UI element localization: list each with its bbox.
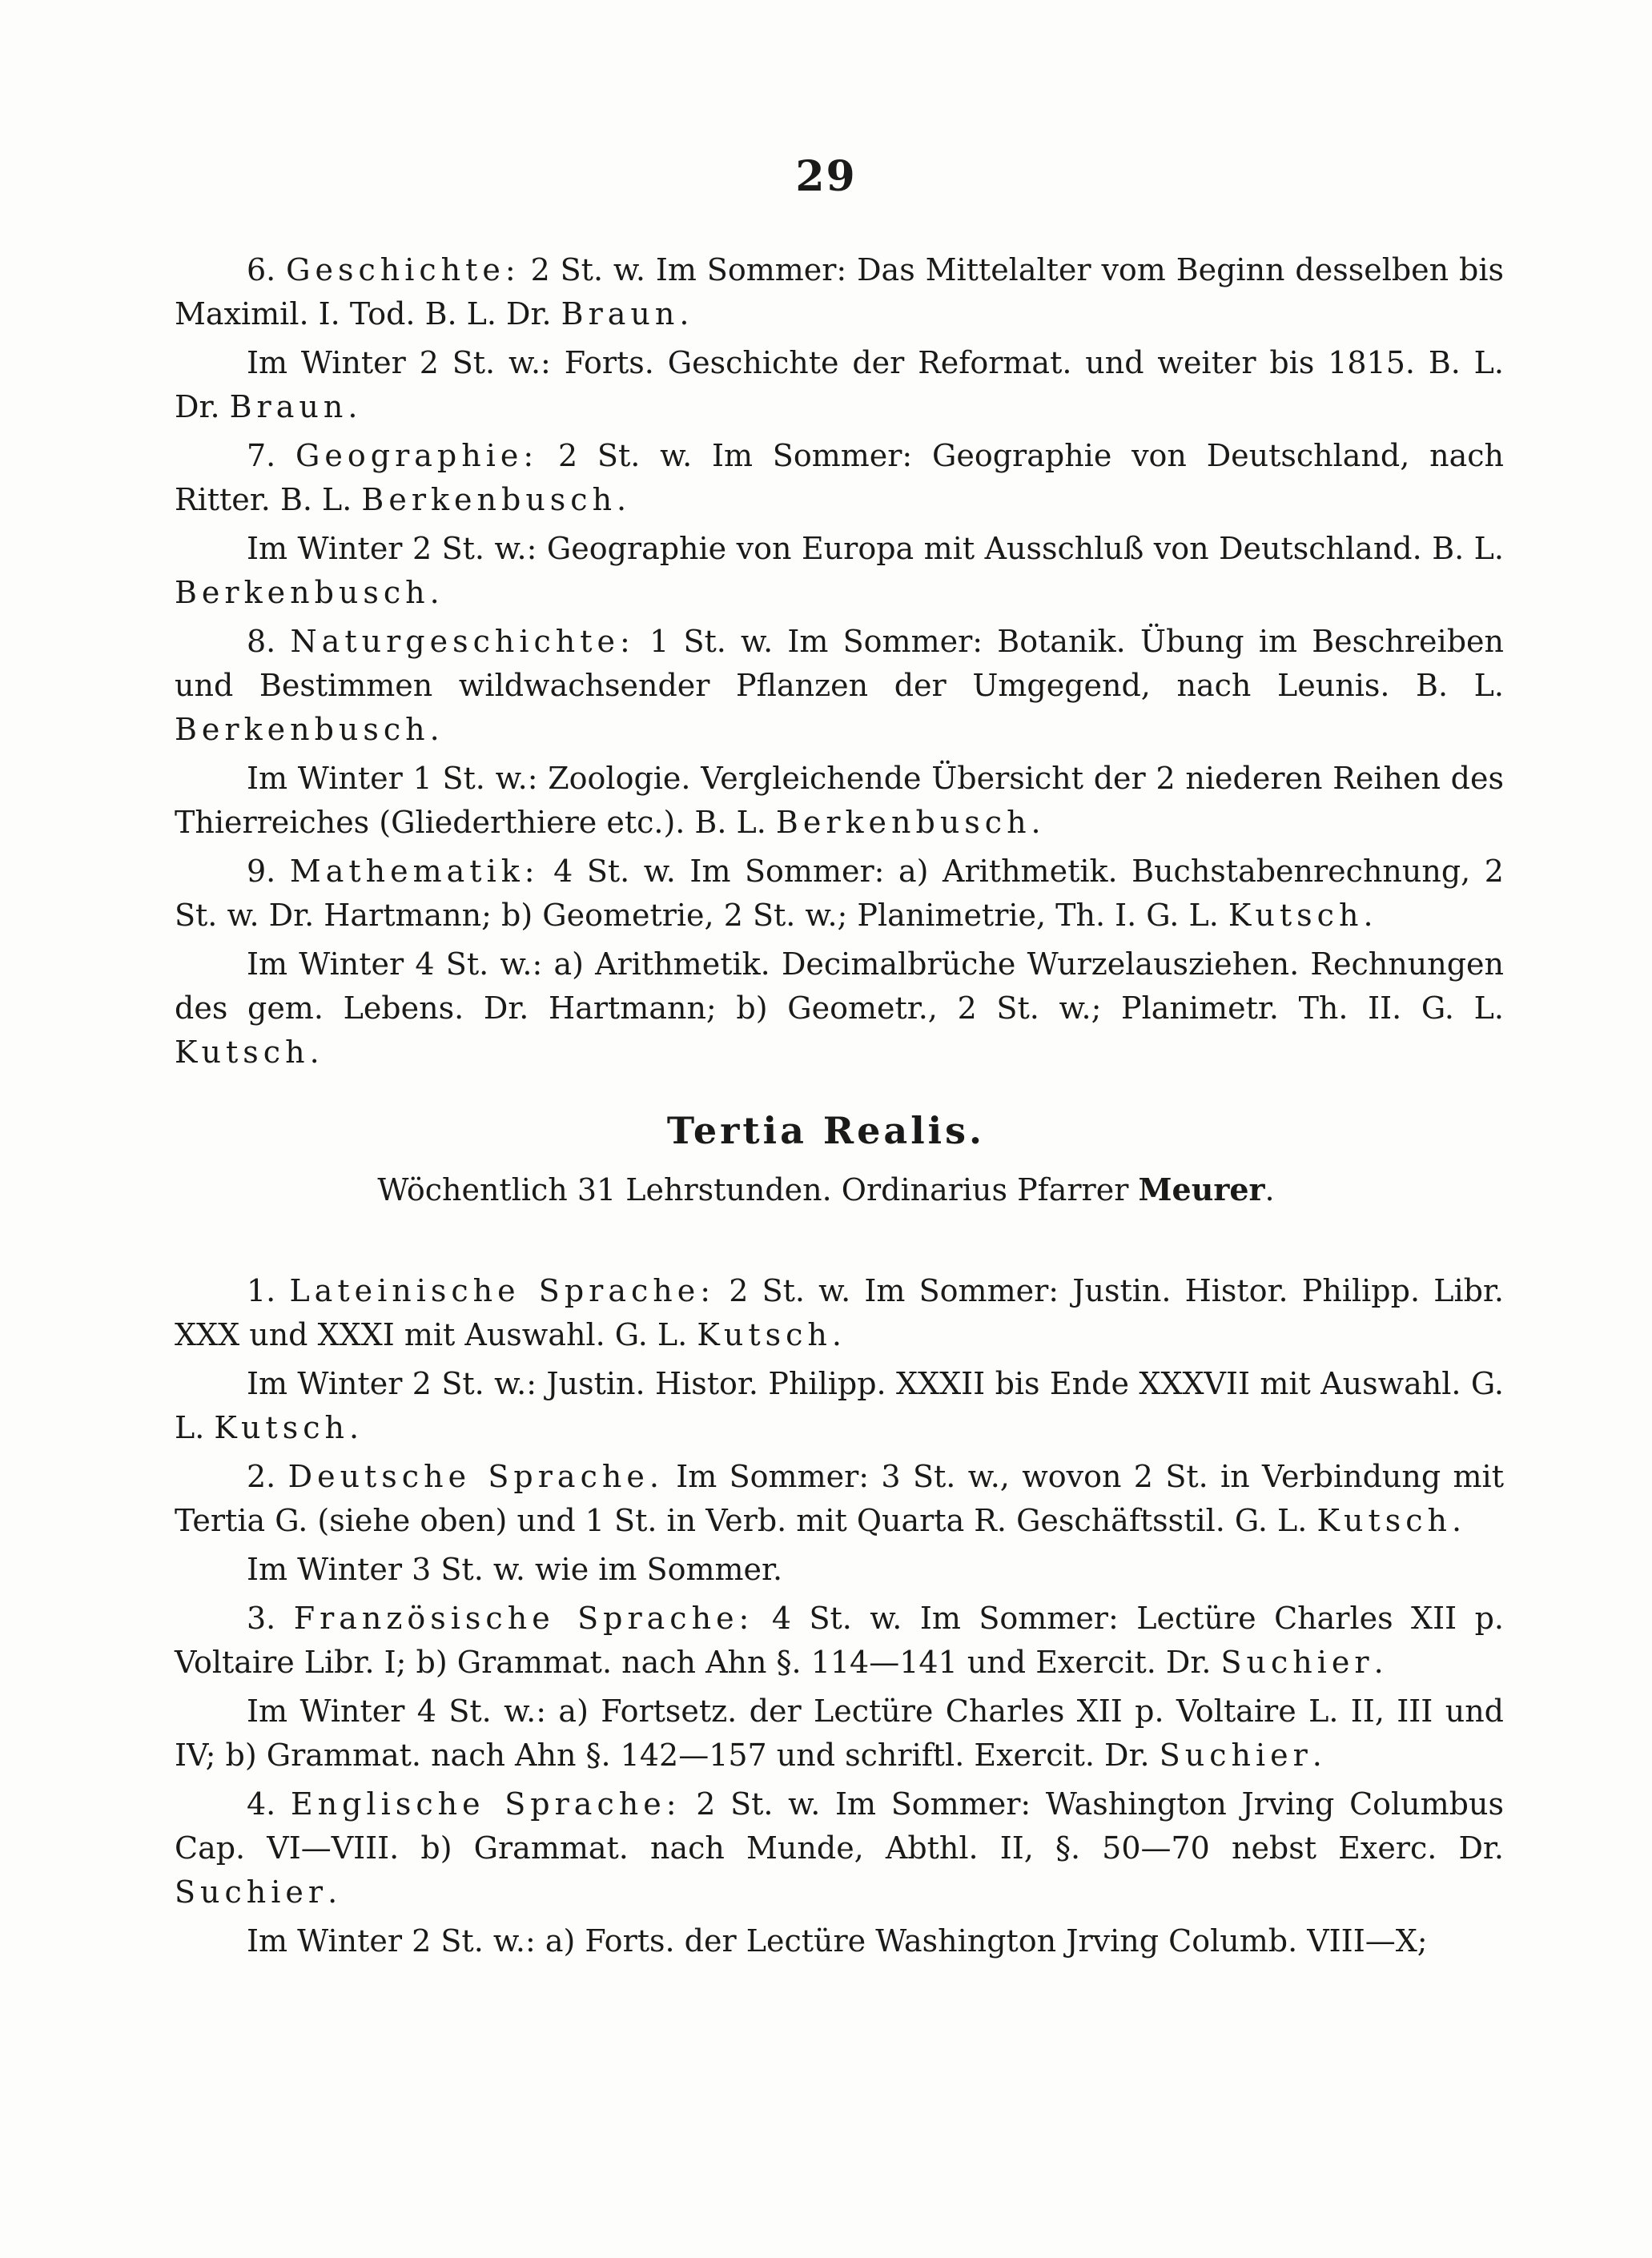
teacher-name: Kutsch <box>175 1035 310 1070</box>
paragraph: Im Winter 2 St. w.: Justin. Histor. Philipp. XXXII bis Ende XXXVII mit Auswahl. G. L. Kutsch. <box>175 1366 1504 1445</box>
teacher-name: Kutsch <box>697 1317 832 1352</box>
teacher-name: Kutsch <box>1228 898 1364 933</box>
paragraph: 1. Lateinische Sprache: 2 St. w. Im Sommer: Justin. Histor. Philipp. Libr. XXX und XXXI mit Auswahl. G. L. Kutsch. <box>175 1273 1504 1352</box>
teacher-name: Berkenbusch <box>775 805 1031 840</box>
teacher-name: Berkenbusch <box>175 575 430 610</box>
subjects-block-tertia-gymnasii <box>175 248 1504 1079</box>
teacher-name: Suchier <box>1220 1645 1374 1680</box>
teacher-name: Braun <box>229 389 348 424</box>
subject-heading: Geographie: <box>295 438 539 473</box>
paragraph: Im Winter 4 St. w.: a) Arithmetik. Decimalbrüche Wurzelausziehen. Rechnungen des gem. Lebens. Dr. Hartmann; b) Geometr., 2 St. w.; Planimetr. Th. II. G. L. Kutsch. <box>175 946 1504 1070</box>
paragraph: 6. Geschichte: 2 St. w. Im Sommer: Das Mittelalter vom Beginn desselben bis Maximil. I. Tod. B. L. Dr. Braun. <box>175 252 1504 331</box>
subjects-block-tertia-realis <box>175 1269 1504 1968</box>
paragraph: 4. Englische Sprache: 2 St. w. Im Sommer: Washington Jrving Columbus Cap. VI—VIII. b) Grammat. nach Munde, Abthl. II, §. 50—70 nebst Exerc. Dr. Suchier. <box>175 1786 1504 1910</box>
teacher-name: Braun <box>561 296 680 331</box>
subject-heading: Deutsche Sprache. <box>287 1459 664 1494</box>
subject-heading: Naturgeschichte: <box>290 624 635 659</box>
paragraph: Im Winter 2 St. w.: a) Forts. der Lectüre Washington Jrving Columb. VIII—X; <box>247 1923 1428 1959</box>
teacher-name: Berkenbusch <box>175 712 430 747</box>
paragraph: Im Winter 3 St. w. wie im Sommer. <box>247 1552 783 1587</box>
teacher-name: Suchier <box>1159 1738 1312 1773</box>
teacher-name: Suchier <box>175 1874 328 1910</box>
ordinarius-name: Meurer <box>1138 1171 1265 1207</box>
teacher-name: Kutsch <box>214 1410 349 1445</box>
paragraph: Im Winter 4 St. w.: a) Fortsetz. der Lectüre Charles XII p. Voltaire L. II, III und IV; b) Grammat. nach Ahn §. 142—157 und schriftl. Exercit. Dr. Suchier. <box>175 1694 1504 1773</box>
teacher-name: Berkenbusch <box>361 482 617 517</box>
paragraph: 7. Geographie: 2 St. w. Im Sommer: Geographie von Deutschland, nach Ritter. B. L. Berkenbusch. <box>175 438 1504 517</box>
subject-heading: Lateinische Sprache: <box>289 1273 716 1308</box>
paragraph: Im Winter 2 St. w.: Forts. Geschichte der Reformat. und weiter bis 1815. B. L. Dr. Braun. <box>175 345 1504 424</box>
paragraph: 9. Mathematik: 4 St. w. Im Sommer: a) Arithmetik. Buchstabenrechnung, 2 St. w. Dr. Hartmann; b) Geometrie, 2 St. w.; Planimetrie, Th. I. G. L. Kutsch. <box>175 854 1504 933</box>
subject-heading: Geschichte: <box>286 252 521 287</box>
page-number: 29 <box>795 152 857 201</box>
section-title: Tertia Realis. <box>666 1109 986 1152</box>
section-subtitle: Wöchentlich 31 Lehrstunden. Ordinarius Pfarrer Meurer. <box>377 1171 1275 1207</box>
paragraph: 8. Naturgeschichte: 1 St. w. Im Sommer: Botanik. Übung im Beschreiben und Bestimmen wildwachsender Pflanzen der Umgegend, nach Leunis. B. L. Berkenbusch. <box>175 624 1504 747</box>
subject-heading: Mathematik: <box>289 854 540 889</box>
paragraph: Im Winter 1 St. w.: Zoologie. Vergleichende Übersicht der 2 niederen Reihen des Thierreiches (Gliederthiere etc.). B. L. Berkenbusch. <box>175 761 1504 840</box>
section-heading <box>0 1109 1652 1207</box>
teacher-name: Kutsch <box>1316 1503 1453 1538</box>
subject-heading: Französische Sprache: <box>293 1601 754 1636</box>
subject-heading: Englische Sprache: <box>290 1786 681 1822</box>
paragraph: Im Winter 2 St. w.: Geographie von Europa mit Ausschluß von Deutschland. B. L. Berkenbusch. <box>175 531 1504 610</box>
paragraph: 2. Deutsche Sprache. Im Sommer: 3 St. w., wovon 2 St. in Verbindung mit Tertia G. (siehe oben) und 1 St. in Verb. mit Quarta R. Geschäftsstil. G. L. Kutsch. <box>175 1459 1504 1538</box>
paragraph: 3. Französische Sprache: 4 St. w. Im Sommer: Lectüre Charles XII p. Voltaire Libr. I; b) Grammat. nach Ahn §. 114—141 und Exercit. Dr. Suchier. <box>175 1601 1504 1680</box>
